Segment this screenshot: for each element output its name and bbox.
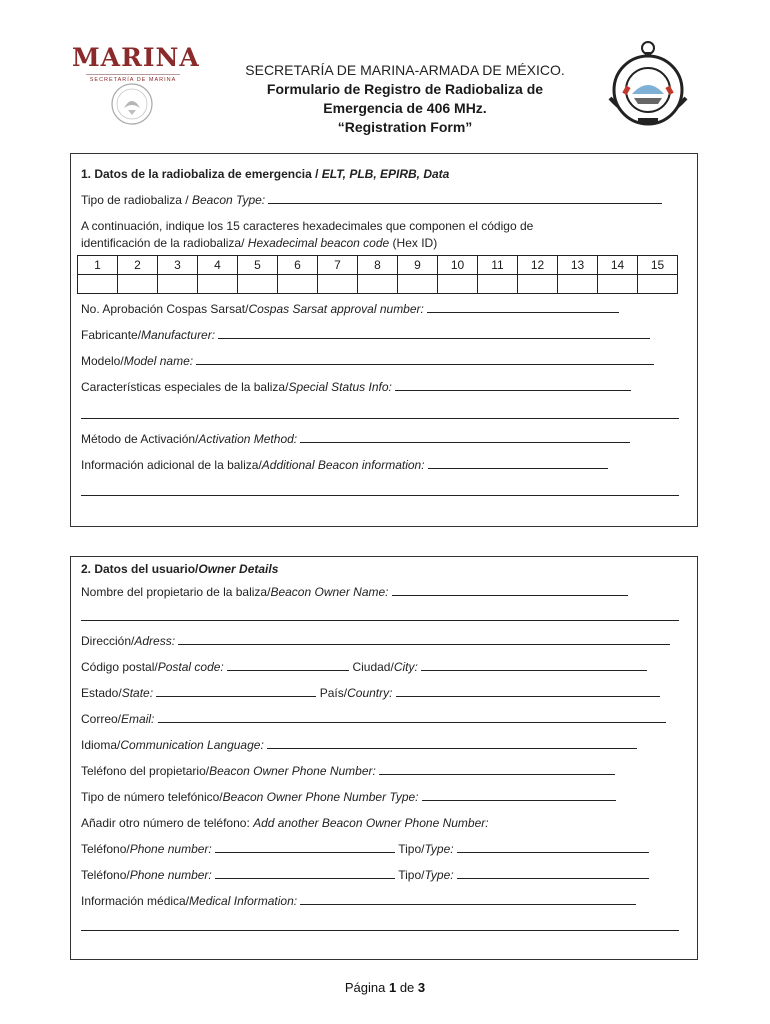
additional-input-line[interactable] xyxy=(428,458,608,469)
manufacturer-input-line[interactable] xyxy=(218,328,650,339)
extra-phone-2-field[interactable] xyxy=(81,867,649,883)
owner-continuation-line[interactable] xyxy=(81,619,679,621)
city-label-en: City: xyxy=(393,660,418,674)
language-label-en: Communication Language: xyxy=(120,738,264,752)
special-continuation-line[interactable] xyxy=(81,417,679,419)
beacon-type-label-es: Tipo de radiobaliza / xyxy=(81,193,189,207)
hex-cell-input[interactable] xyxy=(638,275,678,294)
country-input-line[interactable] xyxy=(396,686,660,697)
address-input-line[interactable] xyxy=(178,634,670,645)
hex-cell-input[interactable] xyxy=(358,275,398,294)
city-input-line[interactable] xyxy=(421,660,647,671)
special-input-line[interactable] xyxy=(395,380,631,391)
postal-city-field[interactable] xyxy=(81,659,647,675)
additional-label-en: Additional Beacon information: xyxy=(261,458,425,472)
hex-col-header: 8 xyxy=(358,256,398,275)
section1-title-es: 1. Datos de la radiobaliza de emergencia / xyxy=(81,167,322,181)
manufacturer-label-es: Fabricante/ xyxy=(81,328,142,342)
additional-label-es: Información adicional de la baliza/ xyxy=(81,458,262,472)
hex-intro-tail: (Hex ID) xyxy=(389,236,438,250)
cospas-label-es: No. Aprobación Cospas Sarsat/ xyxy=(81,302,249,316)
marina-logo xyxy=(72,43,200,83)
language-field[interactable] xyxy=(81,737,637,753)
hex-col-header: 12 xyxy=(518,256,558,275)
section2-title-en: Owner Details xyxy=(198,562,279,576)
hex-col-header: 3 xyxy=(158,256,198,275)
hex-cell-input[interactable] xyxy=(158,275,198,294)
additional-info-field[interactable] xyxy=(81,457,608,473)
activation-input-line[interactable] xyxy=(300,432,630,443)
type-label-en: Type: xyxy=(424,868,454,882)
hex-cell-input[interactable] xyxy=(78,275,118,294)
medical-label-en: Medical Information: xyxy=(189,894,298,908)
logo-wordmark: MARINA xyxy=(72,43,200,72)
add-phone-label-es: Añadir otro número de teléfono: xyxy=(81,816,254,830)
type-label-en: Type: xyxy=(424,842,454,856)
model-label-en: Model name: xyxy=(123,354,194,368)
section1-title xyxy=(81,166,449,182)
activation-field[interactable] xyxy=(81,431,630,447)
hex-cell-input[interactable] xyxy=(558,275,598,294)
state-label-es: Estado/ xyxy=(81,686,122,700)
model-input-line[interactable] xyxy=(196,354,654,365)
hex-cell-input[interactable] xyxy=(398,275,438,294)
section-owner-details xyxy=(70,556,698,960)
hex-cell-input[interactable] xyxy=(478,275,518,294)
hex-col-header: 15 xyxy=(638,256,678,275)
cospas-input-line[interactable] xyxy=(427,302,619,313)
language-label-es: Idioma/ xyxy=(81,738,121,752)
activation-label-en: Activation Method: xyxy=(198,432,298,446)
hex-input-row xyxy=(78,275,678,294)
model-field[interactable] xyxy=(81,353,654,369)
beacon-type-field[interactable] xyxy=(81,192,662,208)
hex-intro-es: identificación de la radiobaliza/ xyxy=(81,236,245,250)
manufacturer-field[interactable] xyxy=(81,327,650,343)
city-label-es: Ciudad/ xyxy=(352,660,394,674)
hex-col-header: 13 xyxy=(558,256,598,275)
page-of-word: de xyxy=(399,980,415,995)
medical-input-line[interactable] xyxy=(300,894,636,905)
hex-cell-input[interactable] xyxy=(518,275,558,294)
country-label-en: Country: xyxy=(347,686,393,700)
state-input-line[interactable] xyxy=(156,686,316,697)
hex-col-header: 14 xyxy=(598,256,638,275)
hex-col-header: 10 xyxy=(438,256,478,275)
address-label-en: Adress: xyxy=(134,634,176,648)
cospas-approval-field[interactable] xyxy=(81,301,619,317)
section1-title-en: ELT, PLB, EPIRB, Data xyxy=(321,167,450,181)
phone-number-label-es: Teléfono/ xyxy=(81,842,130,856)
page-current: 1 xyxy=(388,980,397,995)
medical-info-field[interactable] xyxy=(81,893,636,909)
additional-continuation-line[interactable] xyxy=(81,494,679,496)
hex-header-row xyxy=(78,256,678,275)
manufacturer-label-en: Manufacturer: xyxy=(141,328,216,342)
hex-cell-input[interactable] xyxy=(198,275,238,294)
page-total: 3 xyxy=(417,980,426,995)
hex-intro-en: Hexadecimal beacon code xyxy=(244,236,390,250)
phone-label-es: Teléfono del propietario/ xyxy=(81,764,210,778)
type-label-es: Tipo/ xyxy=(398,868,425,882)
email-label-es: Correo/ xyxy=(81,712,122,726)
document-header xyxy=(210,60,600,137)
extra-phone-1-field[interactable] xyxy=(81,841,649,857)
postal-label-en: Postal code: xyxy=(157,660,224,674)
section2-title-es: 2. Datos del usuario/ xyxy=(81,562,199,576)
email-label-en: Email: xyxy=(121,712,155,726)
special-status-field[interactable] xyxy=(81,379,631,395)
country-label-es: País/ xyxy=(319,686,348,700)
hex-intro-line2 xyxy=(81,235,437,251)
hex-col-header: 1 xyxy=(78,256,118,275)
logo-rule xyxy=(86,74,180,75)
phone-input-line[interactable] xyxy=(379,764,615,775)
marina-rescate-badge-icon xyxy=(602,36,694,136)
special-label-en: Special Status Info: xyxy=(288,380,392,394)
page-number xyxy=(0,980,770,995)
medical-label-es: Información médica/ xyxy=(81,894,190,908)
hex-col-header: 7 xyxy=(318,256,358,275)
phone-type-input-line[interactable] xyxy=(422,790,616,801)
hex-col-header: 6 xyxy=(278,256,318,275)
extra-phone-2-input-line[interactable] xyxy=(215,868,395,879)
hex-id-table xyxy=(77,255,678,294)
hex-col-header: 5 xyxy=(238,256,278,275)
section-beacon-data xyxy=(70,153,698,527)
phone-type-label-en: Beacon Owner Phone Number Type: xyxy=(222,790,419,804)
phone-number-label-en: Phone number: xyxy=(129,868,212,882)
medical-continuation-line[interactable] xyxy=(81,929,679,931)
language-input-line[interactable] xyxy=(267,738,637,749)
activation-label-es: Método de Activación/ xyxy=(81,432,199,446)
add-phone-heading xyxy=(81,815,489,831)
hex-intro-line1: A continuación, indique los 15 caracteres hexadecimales que componen el código de xyxy=(81,219,534,233)
phone-number-label-es: Teléfono/ xyxy=(81,868,130,882)
add-phone-label-en: Add another Beacon Owner Phone Number: xyxy=(253,816,489,830)
header-form-title: Formulario de Registro de Radiobaliza de xyxy=(266,81,544,97)
owner-name-field[interactable] xyxy=(81,584,628,600)
logo-subtitle: SECRETARÍA DE MARINA xyxy=(89,77,177,83)
hex-cell-input[interactable] xyxy=(318,275,358,294)
owner-label-es: Nombre del propietario de la baliza/ xyxy=(81,585,271,599)
extra-phone-2-type-line[interactable] xyxy=(457,868,649,879)
email-field[interactable] xyxy=(81,711,666,727)
owner-input-line[interactable] xyxy=(392,585,628,596)
phone-type-field[interactable] xyxy=(81,789,616,805)
phone-number-label-en: Phone number: xyxy=(129,842,212,856)
beacon-type-input-line[interactable] xyxy=(268,193,662,204)
special-label-es: Características especiales de la baliza/ xyxy=(81,380,289,394)
type-label-es: Tipo/ xyxy=(398,842,425,856)
model-label-es: Modelo/ xyxy=(81,354,124,368)
header-agency: SECRETARÍA DE MARINA-ARMADA DE MÉXICO. xyxy=(245,62,565,78)
page-word: Página xyxy=(344,980,386,995)
cospas-label-en: Cospas Sarsat approval number: xyxy=(248,302,424,316)
hex-cell-input[interactable] xyxy=(598,275,638,294)
phone-label-en: Beacon Owner Phone Number: xyxy=(209,764,376,778)
email-input-line[interactable] xyxy=(158,712,666,723)
postal-label-es: Código postal/ xyxy=(81,660,158,674)
header-form-subtitle: Emergencia de 406 MHz. xyxy=(323,100,487,116)
hex-cell-input[interactable] xyxy=(278,275,318,294)
hex-cell-input[interactable] xyxy=(118,275,158,294)
hex-cell-input[interactable] xyxy=(238,275,278,294)
header-registration-form: “Registration Form” xyxy=(337,119,473,135)
beacon-type-label-en: Beacon Type: xyxy=(191,193,266,207)
hex-col-header: 9 xyxy=(398,256,438,275)
address-field[interactable] xyxy=(81,633,670,649)
section2-title xyxy=(81,561,278,577)
address-label-es: Dirección/ xyxy=(81,634,135,648)
mexico-seal-icon xyxy=(110,82,154,126)
hex-col-header: 4 xyxy=(198,256,238,275)
hex-col-header: 2 xyxy=(118,256,158,275)
hex-cell-input[interactable] xyxy=(438,275,478,294)
owner-phone-field[interactable] xyxy=(81,763,615,779)
hex-col-header: 11 xyxy=(478,256,518,275)
owner-label-en: Beacon Owner Name: xyxy=(270,585,389,599)
extra-phone-1-type-line[interactable] xyxy=(457,842,649,853)
state-label-en: State: xyxy=(121,686,154,700)
phone-type-label-es: Tipo de número telefónico/ xyxy=(81,790,223,804)
extra-phone-1-input-line[interactable] xyxy=(215,842,395,853)
postal-input-line[interactable] xyxy=(227,660,349,671)
state-country-field[interactable] xyxy=(81,685,660,701)
